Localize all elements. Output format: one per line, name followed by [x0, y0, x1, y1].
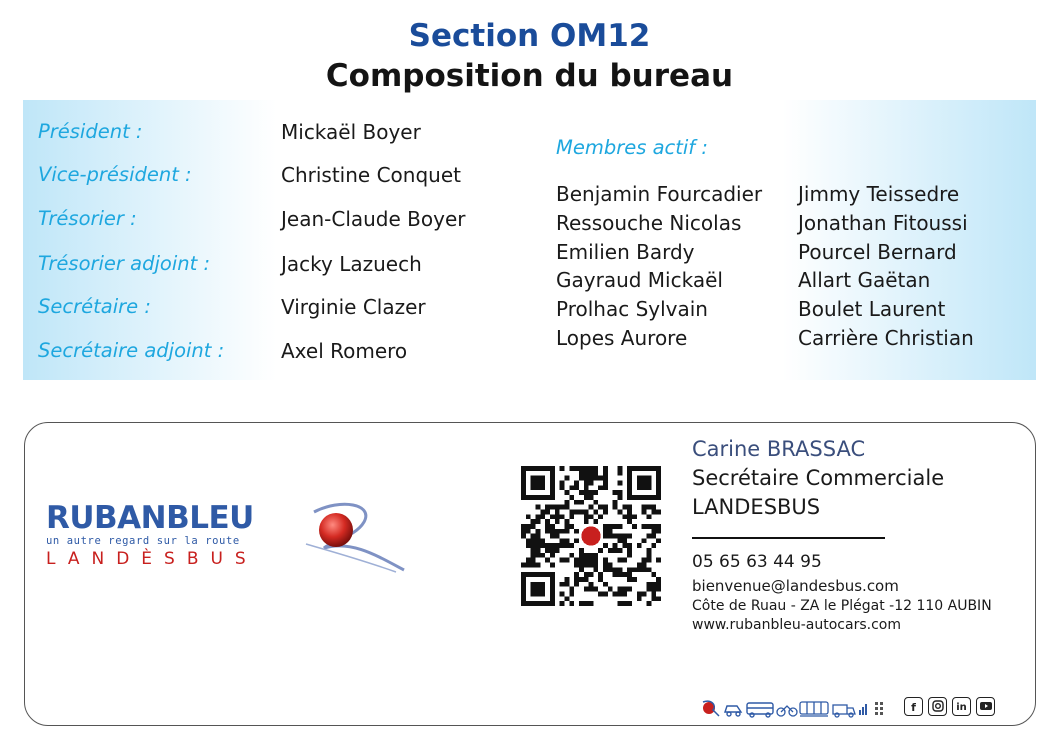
instagram-icon[interactable] — [928, 697, 947, 716]
member-name: Allart Gaëtan — [798, 268, 931, 293]
members-heading: Membres actif : — [556, 136, 708, 159]
car-icon — [725, 706, 741, 716]
wifi-icon — [859, 704, 867, 715]
ribbon-logo-icon — [296, 500, 408, 575]
bicycle-icon — [777, 706, 797, 716]
section-title: Section OM12 — [408, 18, 651, 54]
member-name: Ressouche Nicolas — [556, 210, 742, 235]
website-link[interactable]: www.rubanbleu-autocars.com — [692, 617, 901, 633]
member-name: Carrière Christian — [798, 325, 974, 350]
person-name: Jean-Claude Boyer — [281, 207, 466, 231]
phone-number: 05 65 63 44 95 — [692, 552, 822, 572]
logo-subtitle: LANDÈSBUS — [46, 549, 258, 569]
role-label: Secrétaire adjoint : — [38, 339, 225, 362]
role-label: Président : — [38, 120, 143, 143]
person-name: Jacky Lazuech — [281, 252, 422, 276]
member-name: Lopes Aurore — [556, 325, 688, 350]
facebook-icon[interactable]: f — [904, 697, 923, 716]
member-name: Jimmy Teissedre — [798, 182, 960, 206]
qr-code — [521, 466, 661, 606]
email-link[interactable]: bienvenue@landesbus.com — [692, 577, 899, 595]
person-name: Axel Romero — [281, 339, 408, 363]
member-name: Pourcel Bernard — [798, 239, 957, 264]
bus-icon — [747, 703, 773, 717]
member-name: Prolhac Sylvain — [556, 297, 708, 322]
logo-tagline: un autre regard sur la route — [46, 535, 240, 547]
person-name: Mickaël Boyer — [281, 120, 421, 144]
page-subtitle: Composition du bureau — [325, 58, 734, 94]
divider — [692, 537, 885, 539]
member-name: Benjamin Fourcadier — [556, 182, 763, 206]
truck-icon — [833, 705, 855, 717]
member-name: Boulet Laurent — [798, 297, 946, 322]
members-column-1 — [556, 180, 762, 353]
linkedin-icon[interactable]: in — [952, 697, 971, 716]
member-name: Jonathan Fitoussi — [798, 210, 968, 235]
role-label: Secrétaire : — [38, 295, 151, 318]
grid-icon — [875, 702, 883, 715]
person-name: Christine Conquet — [281, 163, 461, 187]
contact-role: Secrétaire Commerciale — [692, 466, 945, 490]
role-label: Trésorier : — [38, 207, 137, 230]
role-label: Trésorier adjoint : — [38, 252, 211, 275]
company-name: LANDESBUS — [692, 495, 821, 519]
youtube-icon[interactable] — [976, 697, 995, 716]
logo-wordmark: RUBANBLEU — [46, 500, 254, 536]
role-label: Vice-président : — [38, 163, 192, 186]
address: Côte de Ruau - ZA le Plégat -12 110 AUBIN — [692, 598, 992, 614]
person-name: Virginie Clazer — [281, 295, 426, 319]
service-icons-strip — [701, 697, 891, 719]
members-column-2 — [798, 180, 974, 353]
member-name: Emilien Bardy — [556, 239, 695, 264]
ruban-logo-icon — [703, 701, 719, 716]
contact-name: Carine BRASSAC — [692, 437, 866, 461]
train-icon — [800, 702, 828, 716]
member-name: Gayraud Mickaël — [556, 268, 723, 293]
